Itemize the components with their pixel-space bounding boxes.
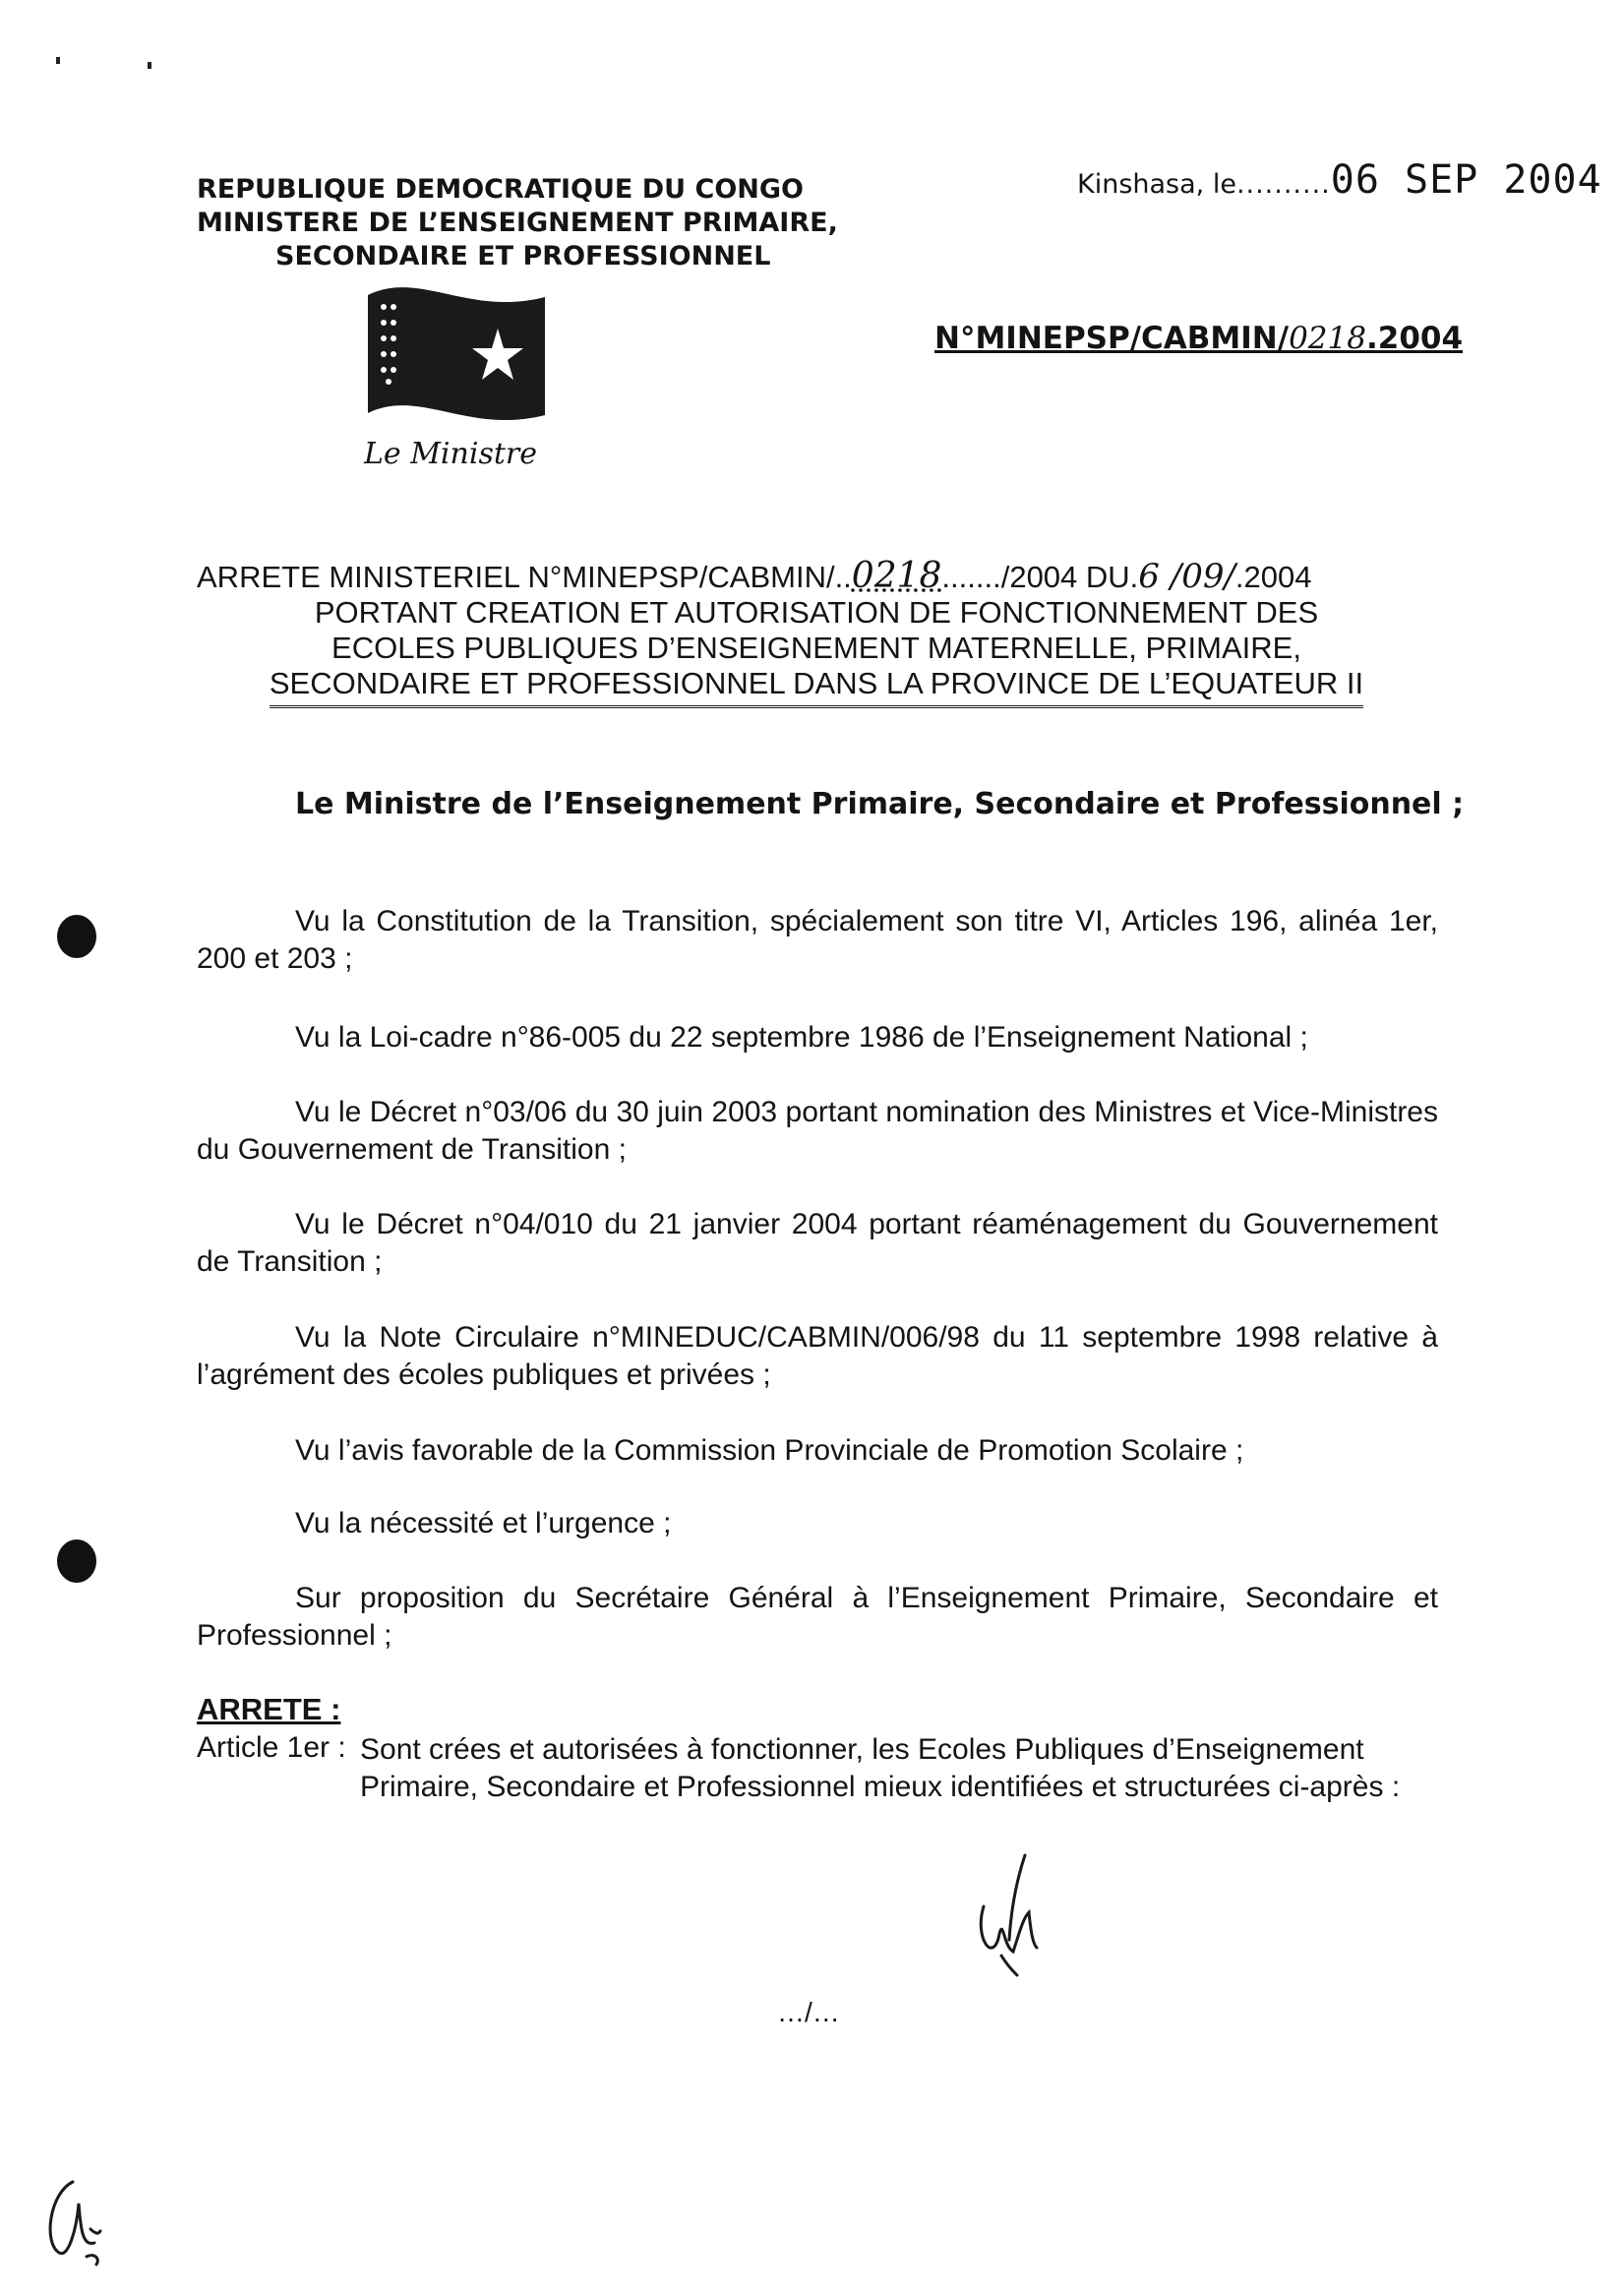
reference-number <box>934 321 1463 356</box>
arrete-middle: ......./2004 DU. <box>941 560 1139 594</box>
punch-hole <box>57 1539 96 1583</box>
date-stamp: 06 SEP 2004 <box>1330 157 1602 203</box>
arrete-handwritten-number: 0218 <box>851 556 942 596</box>
visa-text: Vu le Décret n°04/010 du 21 janvier 2004 portant réaménagement du Gouvernement de Transition ; <box>197 1208 1438 1278</box>
visa-paragraph <box>197 1505 1438 1542</box>
paraph-signature <box>39 2174 118 2272</box>
visa-text: Vu le Décret n°03/06 du 30 juin 2003 portant nomination des Ministres et Vice-Ministres du Gouvernement de Transition ; <box>197 1096 1438 1166</box>
arrete-prefix: ARRETE MINISTERIEL N°MINEPSP/CABMIN/.. <box>197 560 852 594</box>
arrete-year: .2004 <box>1234 560 1312 594</box>
article-text: Sont crées et autorisées à fonctionner, les Ecoles Publiques d’Enseignement Primaire, Secondaire et Professionnel mieux identifiées et structurées ci-après : <box>360 1733 1401 1803</box>
article-label: Article 1er : <box>197 1731 346 1764</box>
visa-text: Vu la nécessité et l’urgence ; <box>295 1507 672 1539</box>
visa-paragraph <box>197 1206 1438 1281</box>
drc-flag-emblem <box>360 277 557 435</box>
reference-handwritten-number: 0218 <box>1289 321 1366 356</box>
reference-prefix: N°MINEPSP/CABMIN/ <box>934 321 1290 356</box>
dateline <box>1077 157 1602 203</box>
visa-text: Vu la Constitution de la Transition, spécialement son titre VI, Articles 196, alinéa 1er, 200 et 203 ; <box>197 905 1438 975</box>
ministry-header <box>197 173 905 273</box>
visa-paragraph <box>197 1019 1438 1056</box>
scan-speck <box>56 57 60 64</box>
visa-text: Vu la Note Circulaire n°MINEDUC/CABMIN/006/98 du 11 septembre 1998 relative à l’agrément des écoles publiques et privées ; <box>197 1321 1438 1391</box>
arrete-title-line1 <box>197 556 1436 596</box>
header-ministry-cont: SECONDAIRE ET PROFESSIONNEL <box>275 241 771 271</box>
visa-paragraph <box>197 1319 1438 1394</box>
visa-text: Sur proposition du Secrétaire Général à l’Enseignement Primaire, Secondaire et Professionnel ; <box>197 1582 1438 1652</box>
dateline-dots: .......... <box>1235 169 1331 200</box>
minister-signature-caption: Le Ministre <box>364 437 537 471</box>
dateline-place: Kinshasa, le <box>1077 169 1236 200</box>
arrete-title-line3: ECOLES PUBLIQUES D’ENSEIGNEMENT MATERNELLE, PRIMAIRE, <box>331 631 1301 665</box>
visa-paragraph <box>197 1094 1438 1169</box>
visa-text: Vu l’avis favorable de la Commission Provinciale de Promotion Scolaire ; <box>295 1434 1244 1467</box>
initials-signature <box>974 1849 1053 1977</box>
arrete-handwritten-date: 6 /09/ <box>1138 557 1235 596</box>
header-ministry: MINISTERE DE L’ENSEIGNEMENT PRIMAIRE, <box>197 208 838 238</box>
header-country: REPUBLIQUE DEMOCRATIQUE DU CONGO <box>197 174 804 205</box>
reference-suffix: .2004 <box>1365 321 1464 356</box>
arrete-heading: ARRETE : <box>197 1692 341 1726</box>
arrete-title-line2: PORTANT CREATION ET AUTORISATION DE FONCTIONNEMENT DES <box>314 595 1319 630</box>
punch-hole <box>57 915 96 958</box>
arrete-title-line4: SECONDAIRE ET PROFESSIONNEL DANS LA PROVINCE DE L’EQUATEUR II <box>270 666 1363 708</box>
visa-text: Vu la Loi-cadre n°86-005 du 22 septembre 1986 de l’Enseignement National ; <box>295 1021 1308 1054</box>
page-continuation-mark: …/… <box>777 1997 840 2027</box>
scan-speck <box>148 62 151 69</box>
arrete-title <box>197 556 1436 708</box>
visa-paragraph <box>197 1432 1438 1470</box>
addressee: Le Ministre de l’Enseignement Primaire, Secondaire et Professionnel ; <box>295 787 1465 821</box>
visa-paragraph <box>197 1580 1438 1655</box>
visa-paragraph <box>197 903 1438 978</box>
